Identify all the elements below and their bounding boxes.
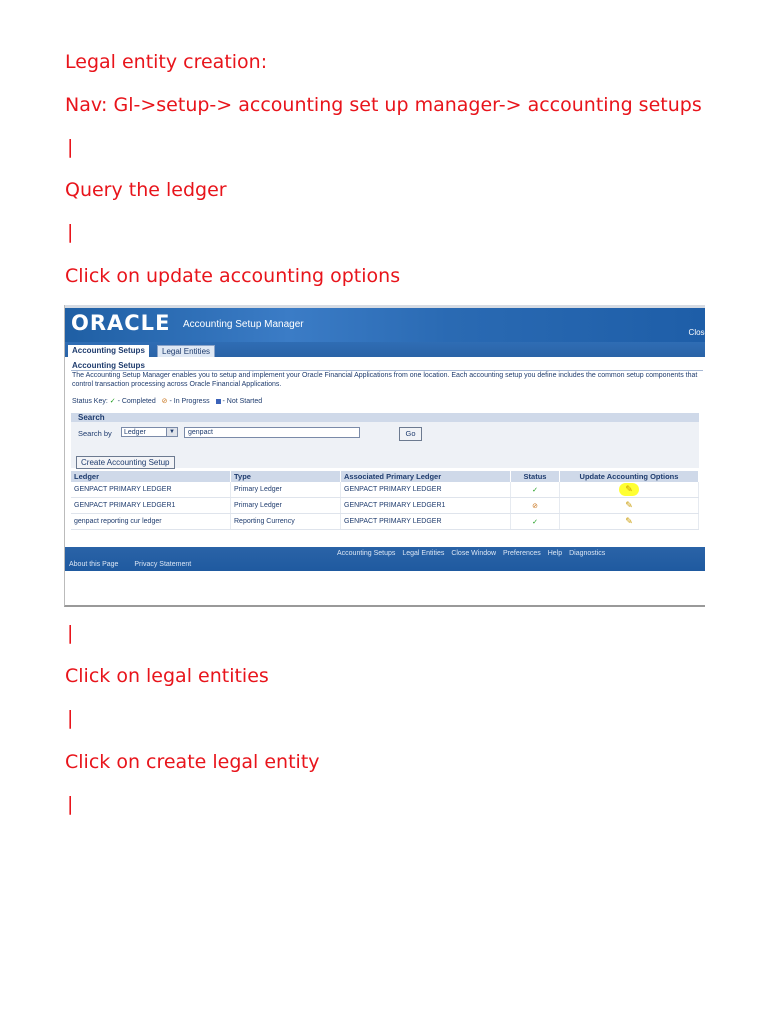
cell-type: Primary Ledger — [231, 498, 341, 514]
section-description: The Accounting Setup Manager enables you to setup and implement your Oracle Financial Applications from one location. Each accounting setup you define includes the common setup components that control transaction processing across Oracle Financial Applications. — [72, 372, 698, 388]
search-by-select[interactable] — [121, 427, 178, 437]
status-key-label: Status Key: — [72, 398, 108, 405]
doc-heading: Legal entity creation: — [65, 51, 268, 73]
results-table — [71, 471, 699, 530]
col-primary-ledger: Associated Primary Ledger — [341, 471, 511, 482]
doc-nav-path: Nav: Gl->setup-> accounting set up manager-> accounting setups — [65, 94, 702, 116]
tab-legal-entities[interactable]: Legal Entities — [157, 345, 215, 357]
oracle-logo: ORACLE — [71, 311, 171, 335]
cell-primary-ledger: GENPACT PRIMARY LEDGER — [341, 482, 511, 498]
search-header: Search — [71, 413, 699, 422]
about-page-link[interactable]: About this Page — [69, 561, 119, 568]
cell-primary-ledger: GENPACT PRIMARY LEDGER1 — [341, 498, 511, 514]
doc-step-create-legal-entity: Click on create legal entity — [65, 751, 320, 773]
in-progress-icon: ⊘ — [161, 398, 168, 405]
search-by-label: Search by — [78, 429, 112, 438]
close-link[interactable]: Close — [688, 328, 709, 337]
cell-ledger: GENPACT PRIMARY LEDGER — [71, 482, 231, 498]
search-by-value: Ledger — [124, 429, 146, 436]
doc-separator: | — [67, 136, 74, 158]
status-key — [72, 397, 262, 405]
cell-ledger: GENPACT PRIMARY LEDGER1 — [71, 498, 231, 514]
oracle-screenshot — [64, 305, 709, 607]
footer-link-legal-entities[interactable]: Legal Entities — [402, 550, 445, 557]
status-completed-icon: ✓ — [511, 482, 560, 498]
footer-link-accounting-setups[interactable]: Accounting Setups — [337, 550, 396, 557]
footer-bar — [65, 547, 705, 571]
status-completed-label: - Completed — [117, 398, 156, 405]
chevron-down-icon[interactable]: ▼ — [166, 428, 177, 436]
table-row — [71, 514, 699, 530]
privacy-statement-link[interactable]: Privacy Statement — [134, 561, 192, 568]
footer-links — [337, 550, 610, 557]
footer-link-help[interactable]: Help — [547, 550, 563, 557]
doc-separator: | — [67, 793, 74, 815]
footer-link-close-window[interactable]: Close Window — [451, 550, 497, 557]
pencil-icon[interactable]: ✎ — [625, 516, 633, 526]
pencil-icon[interactable]: ✎ — [625, 500, 633, 510]
footer-link-diagnostics[interactable]: Diagnostics — [569, 550, 606, 557]
cell-ledger: genpact reporting cur ledger — [71, 514, 231, 530]
pencil-icon[interactable]: ✎ — [619, 483, 639, 496]
app-title: Accounting Setup Manager — [183, 319, 304, 330]
search-panel — [71, 413, 699, 443]
status-completed-icon: ✓ — [511, 514, 560, 530]
go-button[interactable]: Go — [399, 427, 422, 441]
tab-accounting-setups[interactable]: Accounting Setups — [68, 345, 149, 357]
doc-step-legal-entities: Click on legal entities — [65, 665, 269, 687]
cell-type: Primary Ledger — [231, 482, 341, 498]
status-in-progress-label: - In Progress — [169, 398, 210, 405]
doc-step-query-ledger: Query the ledger — [65, 179, 227, 201]
table-row — [71, 482, 699, 498]
section-title: Accounting Setups — [72, 361, 145, 370]
status-in-progress-icon: ⊘ — [511, 498, 560, 514]
table-row — [71, 498, 699, 514]
create-accounting-setup-button[interactable]: Create Accounting Setup — [76, 456, 175, 469]
doc-separator: | — [67, 622, 74, 644]
search-input[interactable]: genpact — [184, 427, 360, 438]
doc-separator: | — [67, 221, 74, 243]
col-ledger: Ledger — [71, 471, 231, 482]
col-type: Type — [231, 471, 341, 482]
col-update-options: Update Accounting Options — [560, 471, 699, 482]
check-icon: ✓ — [109, 398, 116, 405]
col-status: Status — [511, 471, 560, 482]
create-panel — [71, 443, 699, 468]
tab-bar — [65, 342, 705, 357]
not-started-icon — [216, 399, 221, 404]
doc-separator: | — [67, 707, 74, 729]
cell-type: Reporting Currency — [231, 514, 341, 530]
doc-step-update-options: Click on update accounting options — [65, 265, 401, 287]
oracle-banner — [65, 308, 709, 342]
footer-link-preferences[interactable]: Preferences — [503, 550, 541, 557]
status-not-started-label: - Not Started — [222, 398, 263, 405]
cell-primary-ledger: GENPACT PRIMARY LEDGER — [341, 514, 511, 530]
